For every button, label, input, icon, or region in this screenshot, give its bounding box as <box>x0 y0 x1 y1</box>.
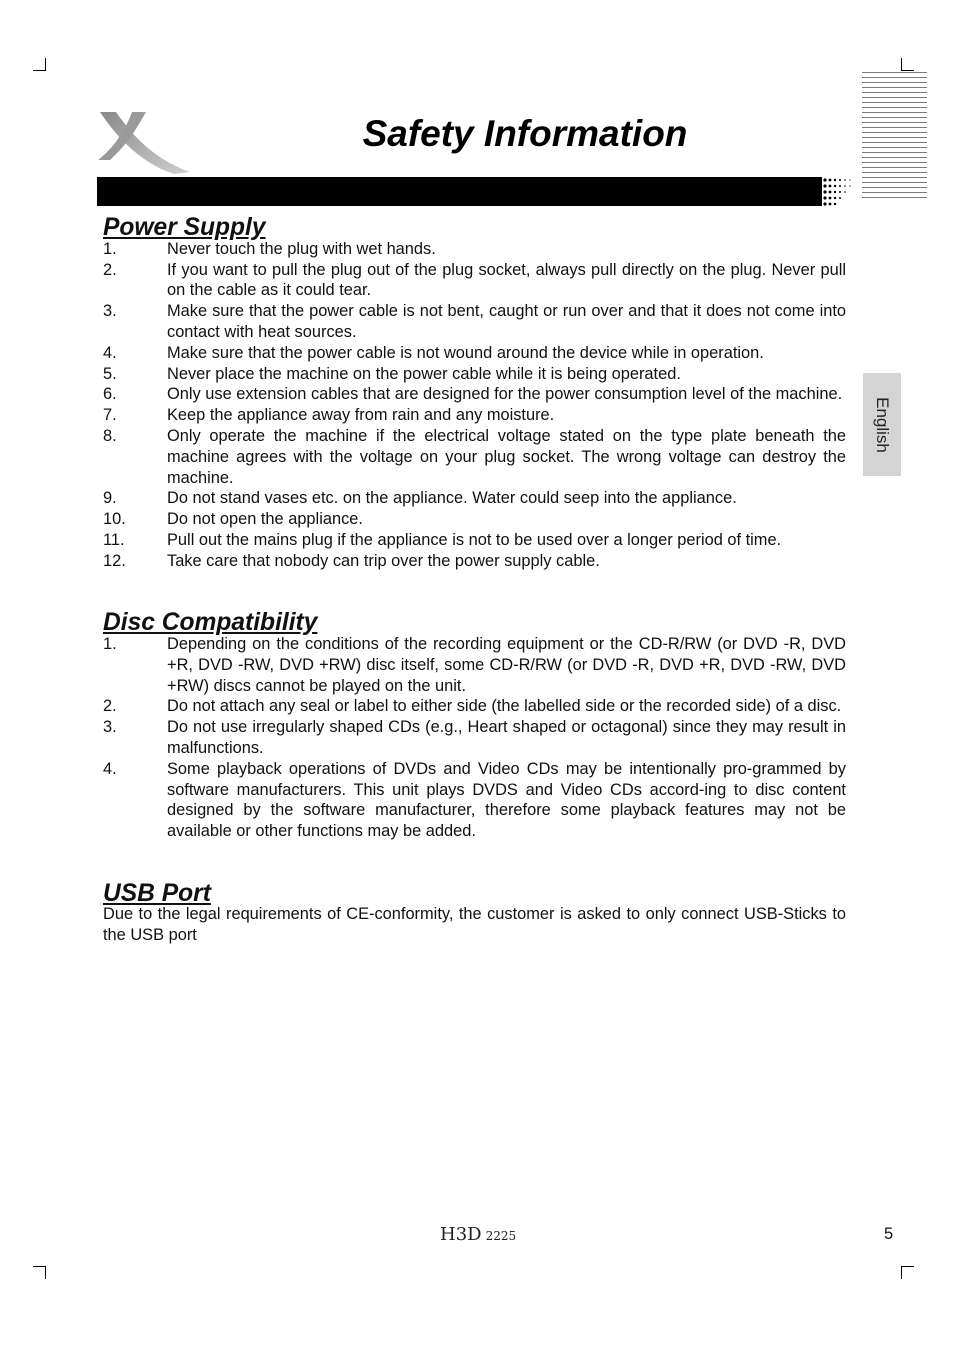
list-item <box>103 426 846 488</box>
list-item-text: Do not attach any seal or label to either side (the labelled side or the recorded side) of a disc. <box>167 697 842 716</box>
list-item <box>103 509 846 530</box>
list-item-text: Do not open the appliance. <box>167 510 363 529</box>
list-item-number: 9. <box>103 489 117 508</box>
section-title-power-supply: Power Supply <box>103 214 266 241</box>
page-title: Safety Information <box>362 113 688 154</box>
list-item-text: Make sure that the power cable is not bent, caught or run over and that it does not come into contact with heat sources. <box>167 302 846 341</box>
list-item-number: 4. <box>103 759 117 778</box>
list-item-number: 6. <box>103 385 117 404</box>
list-item-text: Depending on the conditions of the recording equipment or the CD-R/RW (or DVD -R, DVD +R, DVD -RW, DVD +RW) disc itself, some CD-R/RW (or DVD -R, DVD +R, DVD -RW, DVD +RW) discs cannot be played on the unit. <box>167 634 846 695</box>
list-item-number: 1. <box>103 239 117 258</box>
list-item-number: 8. <box>103 426 117 445</box>
list-item <box>103 759 846 842</box>
page-number: 5 <box>884 1225 894 1243</box>
list-item <box>103 260 846 302</box>
language-tab[interactable] <box>863 373 901 476</box>
list-item <box>103 405 846 426</box>
list-item-text: Take care that nobody can trip over the power supply cable. <box>167 551 600 570</box>
list-item-number: 11. <box>103 530 125 549</box>
usb-port-text: Due to the legal requirements of CE-conformity, the customer is asked to only connect USB-Sticks to the USB port <box>103 905 846 945</box>
crop-mark-top-right <box>901 58 914 71</box>
list-item <box>103 696 846 717</box>
power-supply-list <box>103 239 846 572</box>
list-item <box>103 530 846 551</box>
list-item <box>103 551 846 572</box>
list-item-number: 2. <box>103 697 117 716</box>
list-item <box>103 364 846 385</box>
list-item <box>103 717 846 759</box>
list-item-text: Never touch the plug with wet hands. <box>167 239 436 258</box>
list-item <box>103 384 846 405</box>
language-tab-label: English <box>873 396 893 453</box>
list-item-text: Keep the appliance away from rain and any moisture. <box>167 406 555 425</box>
section-title-disc-compatibility: Disc Compatibility <box>103 609 318 637</box>
crop-mark-top-left <box>33 58 46 71</box>
list-item-text: Do not use irregularly shaped CDs (e.g., Heart shaped or octagonal) since they may result in malfunctions. <box>167 718 846 757</box>
list-item-number: 5. <box>103 364 117 383</box>
list-item-number: 2. <box>103 260 117 279</box>
model-number: 2225 <box>485 1229 517 1243</box>
list-item <box>103 634 846 696</box>
list-item-text: Pull out the mains plug if the appliance is not to be used over a longer period of time. <box>167 530 782 549</box>
list-item-number: 7. <box>103 406 117 425</box>
list-item <box>103 239 846 260</box>
header-bar-fade <box>816 177 854 206</box>
model-label: H3D <box>440 1224 482 1245</box>
list-item-text: Make sure that the power cable is not wound around the device while in operation. <box>167 343 764 362</box>
list-item-text: Only use extension cables that are designed for the power consumption level of the machine. <box>167 385 843 404</box>
list-item-number: 3. <box>103 718 117 737</box>
list-item-number: 10. <box>103 510 126 529</box>
main-content <box>103 214 846 946</box>
list-item-number: 12. <box>103 551 126 570</box>
list-item-text: Never place the machine on the power cable while it is being operated. <box>167 364 681 383</box>
decorative-stripes <box>862 72 927 198</box>
model-name <box>440 1224 516 1245</box>
crop-mark-bottom-right <box>901 1266 914 1279</box>
crop-mark-bottom-left <box>33 1266 46 1279</box>
list-item <box>103 343 846 364</box>
header-bar <box>97 177 821 206</box>
list-item-text: Some playback operations of DVDs and Video CDs may be intentionally pro-grammed by software manufacturers. This unit plays DVDS and Video CDs accord-ing to disc content designed by the software manufacturer, therefore some playback features may not be available or other functions may be added. <box>167 759 846 841</box>
list-item <box>103 301 846 343</box>
list-item <box>103 488 846 509</box>
list-item-number: 4. <box>103 343 117 362</box>
disc-compatibility-list <box>103 634 846 842</box>
list-item-text: If you want to pull the plug out of the plug socket, always pull directly on the plug. Never pull on the cable as it could tear. <box>167 260 846 300</box>
list-item-text: Do not stand vases etc. on the appliance. Water could seep into the appliance. <box>167 489 737 508</box>
x-logo-icon <box>94 108 194 178</box>
list-item-number: 1. <box>103 634 117 653</box>
section-title-usb-port: USB Port <box>103 879 211 907</box>
list-item-text: Only operate the machine if the electrical voltage stated on the type plate beneath the machine agrees with the voltage on your plug socket. The wrong voltage can destroy the machine. <box>167 426 846 487</box>
list-item-number: 3. <box>103 302 117 321</box>
